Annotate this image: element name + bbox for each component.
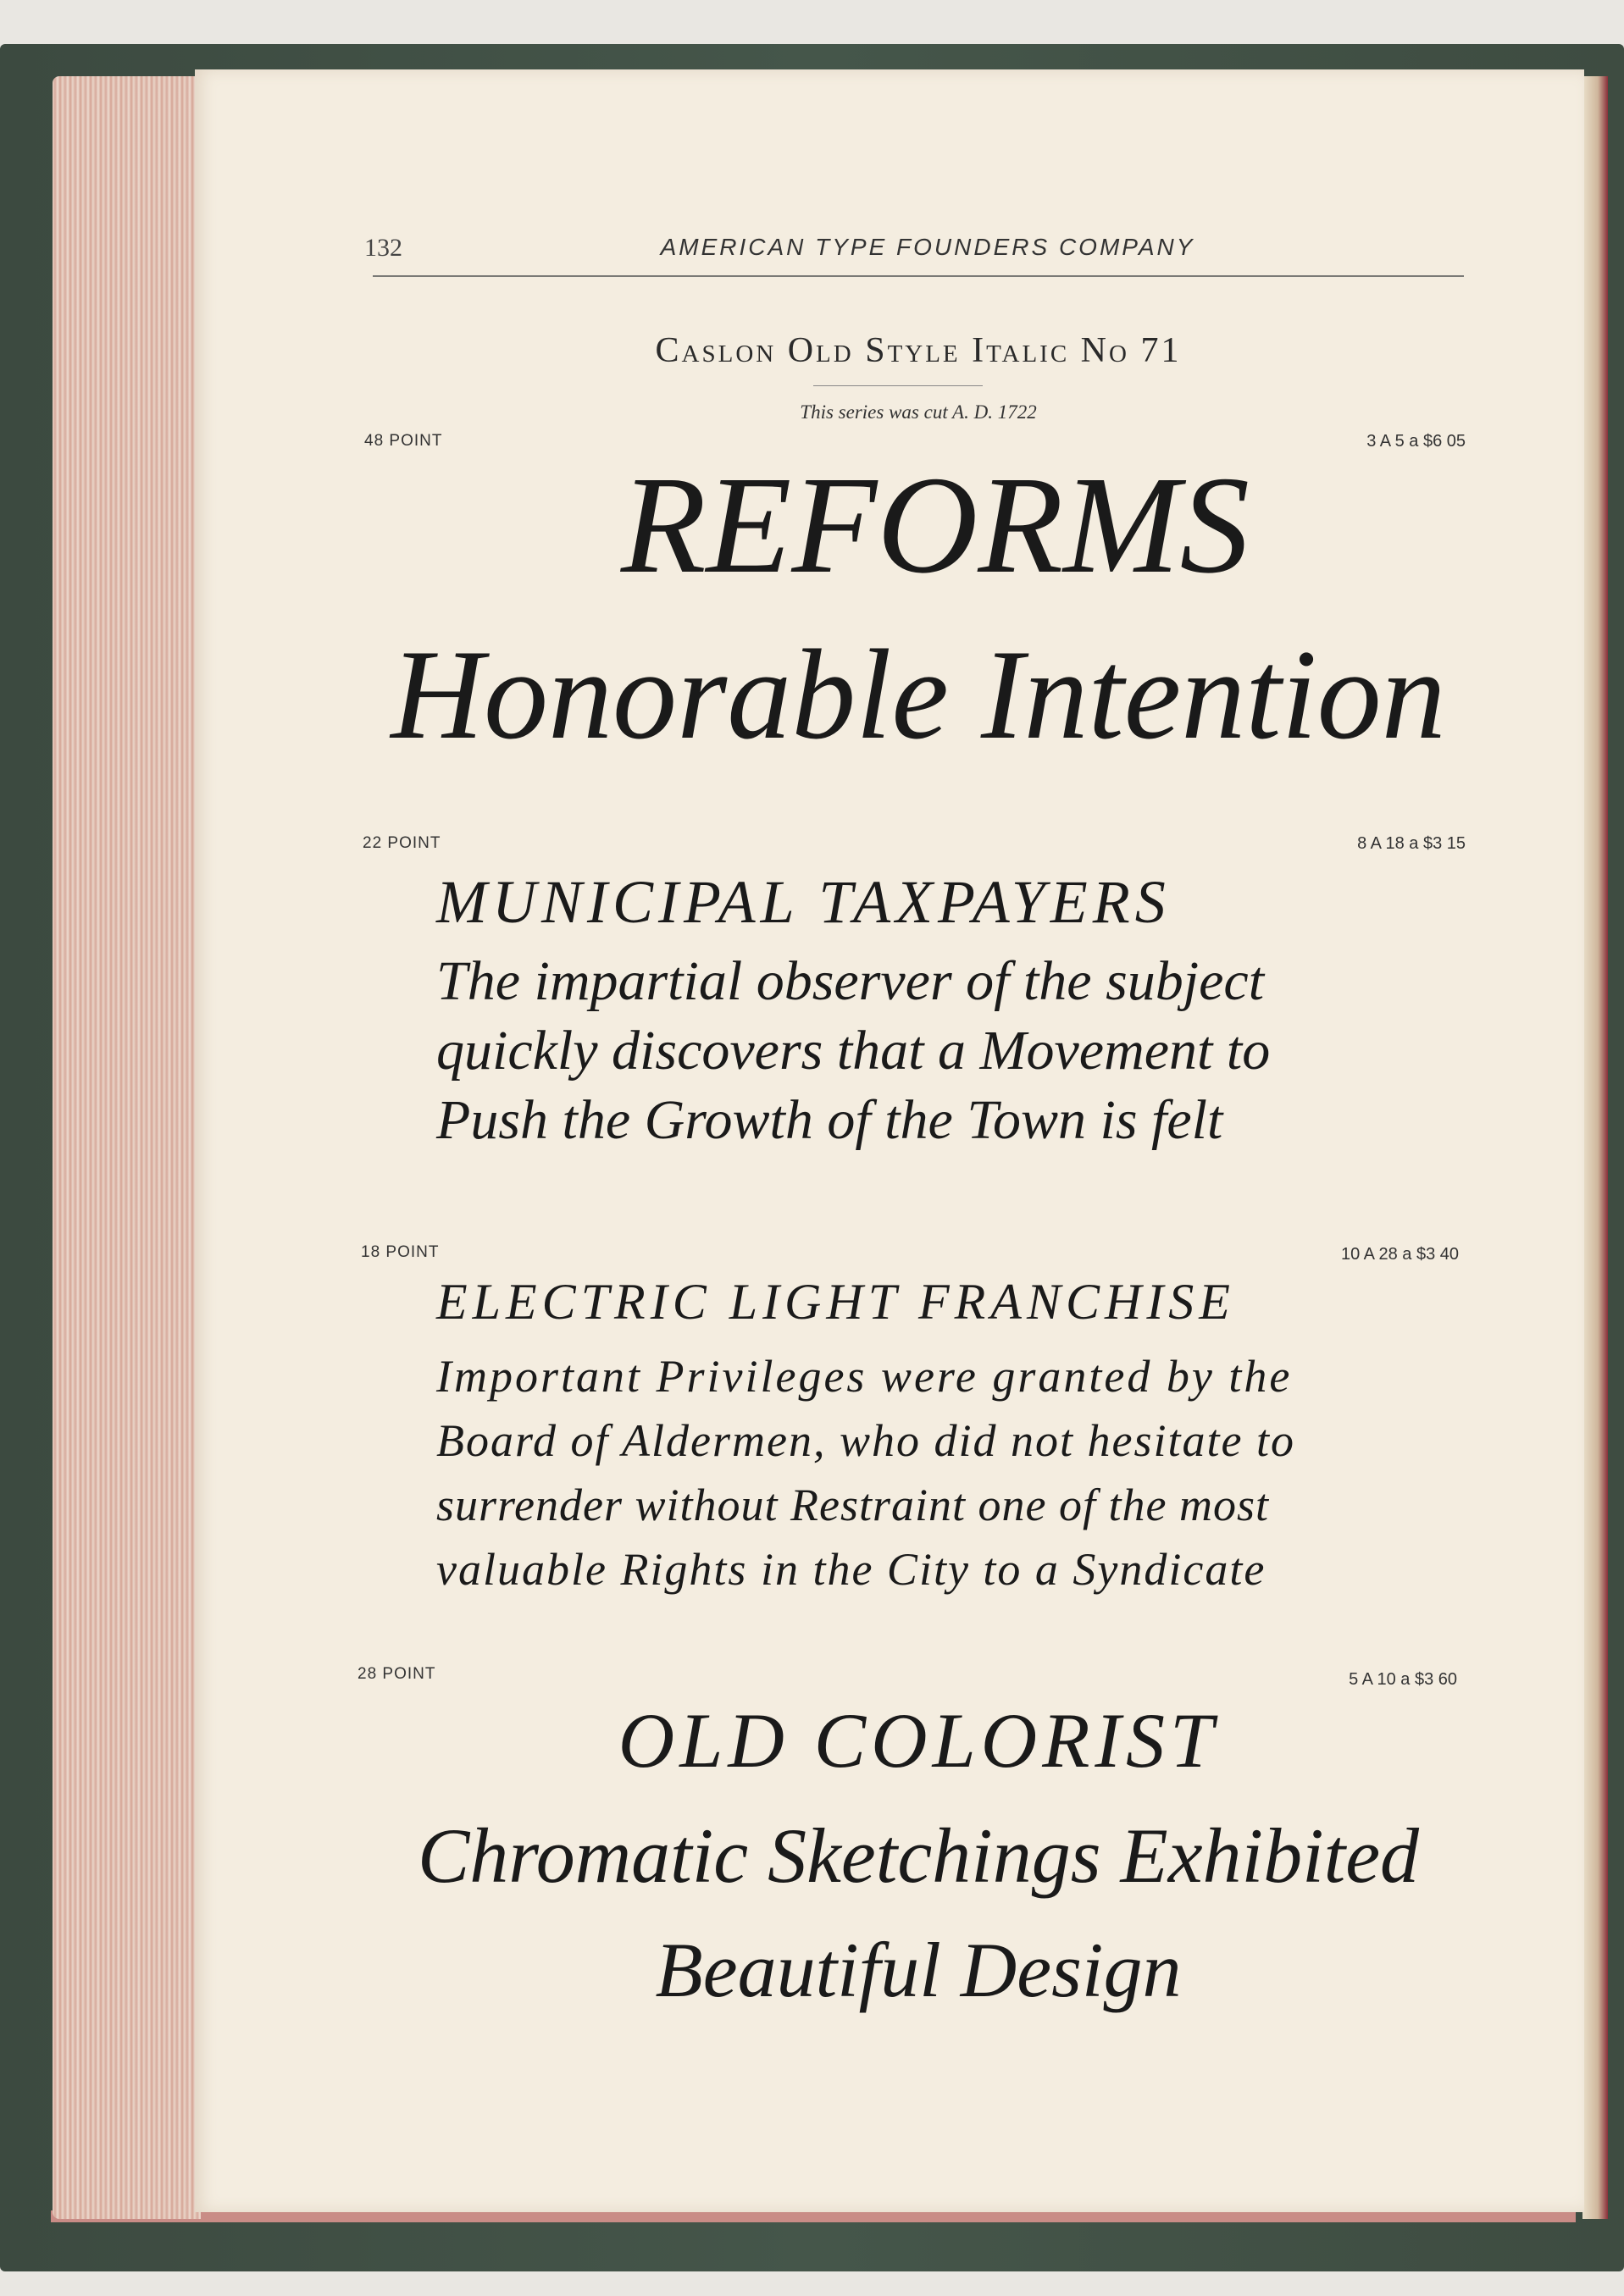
size-label: 48 POINT <box>364 432 443 450</box>
series-note: This series was cut A. D. 1722 <box>800 401 1037 423</box>
specimen-line: REFORMS <box>620 447 1250 602</box>
specimen-line: valuable Rights in the City to a Syndicate <box>436 1544 1266 1595</box>
price-label: 10 A 28 a $3 40 <box>1340 1245 1459 1264</box>
price-label: 5 A 10 a $3 60 <box>1349 1670 1457 1689</box>
specimen-line: quickly discovers that a Movement to <box>436 1020 1271 1082</box>
specimen-line: OLD COLORIST <box>618 1697 1219 1784</box>
specimen-line: Honorable Intention <box>391 623 1446 766</box>
series-title: Caslon Old Style Italic No 71 <box>655 331 1182 370</box>
specimen-line: Beautiful Design <box>655 1927 1182 2013</box>
size-label: 18 POINT <box>361 1243 440 1261</box>
specimen-line: surrender without Restraint one of the most <box>436 1480 1269 1530</box>
size-label: 28 POINT <box>358 1665 436 1683</box>
ornament-rule <box>813 385 983 386</box>
specimen-line: ELECTRIC LIGHT FRANCHISE <box>436 1274 1235 1330</box>
price-label: 8 A 18 a $3 15 <box>1357 834 1466 853</box>
cover-edge <box>51 2210 1576 2222</box>
specimen-line: Push the Growth of the Town is felt <box>436 1089 1223 1151</box>
price-label: 3 A 5 a $6 05 <box>1366 432 1466 451</box>
specimen-line: MUNICIPAL TAXPAYERS <box>436 868 1171 936</box>
specimen-line: Board of Aldermen, who did not hesitate to <box>436 1415 1295 1466</box>
size-label: 22 POINT <box>363 834 441 852</box>
specimen-line: The impartial observer of the subject <box>436 950 1265 1012</box>
specimen-line: Important Privileges were granted by the <box>436 1351 1293 1402</box>
specimen-line: Chromatic Sketchings Exhibited <box>417 1812 1420 1899</box>
running-title: AMERICAN TYPE FOUNDERS COMPANY <box>660 234 1195 260</box>
header-rule <box>373 275 1464 277</box>
page-edges <box>53 76 201 2219</box>
right-page-edge <box>1582 76 1608 2219</box>
page-number: 132 <box>364 234 402 262</box>
